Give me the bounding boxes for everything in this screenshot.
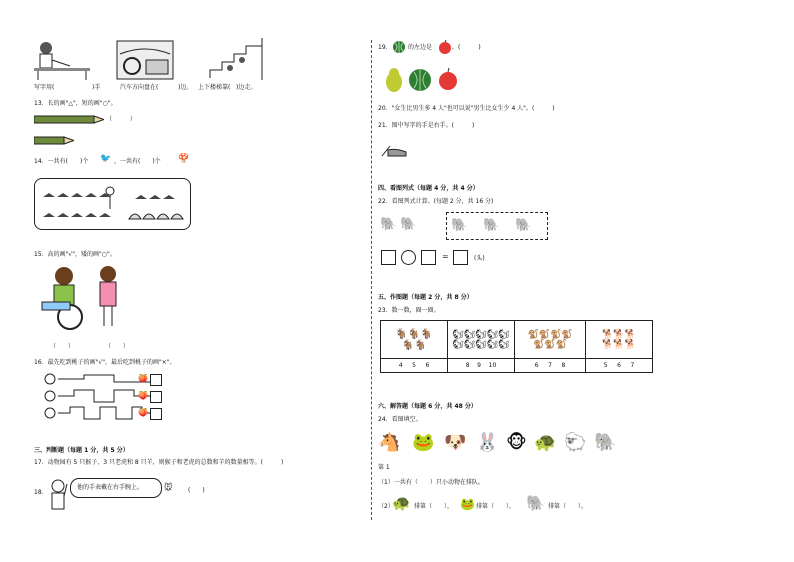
q23-text: 23．数一数，圈一圈。 (378, 307, 440, 314)
q23-num: 7 (548, 362, 552, 369)
q14-picture-frame (34, 178, 191, 230)
watermelon-icon (392, 40, 406, 54)
q23-num: 7 (630, 362, 635, 369)
rabbit-icon: 🐰 (476, 432, 499, 453)
q23-num: 9 (477, 362, 481, 369)
turtle-icon: 🐢 (534, 432, 557, 453)
q15-text: 15．高的画"√"，矮的画"○"。 (34, 251, 116, 258)
short-pencil-icon (34, 136, 74, 145)
q23-count-table (380, 320, 653, 373)
q21-text: 21．图中写字的手是右手。( ) (378, 122, 475, 129)
q24-frog-rank[interactable]: 排第（ ）， (476, 503, 516, 510)
elephant-icon: 🐘 (526, 494, 545, 512)
q19-text: 的左边是 (408, 44, 433, 51)
elephant-icon: 🐘 (515, 218, 532, 233)
squirrel-icon: 🐿🐿🐿🐿🐿 🐿🐿🐿🐿🐿 (452, 329, 510, 350)
q24-text: 24．看图填空。 (378, 416, 422, 423)
q22-box-2[interactable] (421, 250, 436, 265)
q24-line-2-prefix: （2） (378, 503, 394, 510)
fruit-row-icons (384, 64, 462, 94)
elephant-icon: 🐘 (451, 218, 468, 233)
q23-num: 8 (561, 362, 566, 369)
section-4-heading: 四、看图列式（每题 4 分，共 4 分） (378, 185, 479, 192)
q23-num: 6 (617, 362, 621, 369)
section-3-heading: 三、判断题（每题 1 分，共 5 分） (34, 447, 129, 454)
elephant-icon: 🐘 (483, 218, 500, 233)
bird-icon: 🐦 (100, 154, 112, 164)
writing-child-icon (30, 38, 92, 80)
q14-text-b: ，一共有( )个 (114, 158, 161, 165)
q19-paren[interactable]: 。( ) (452, 44, 481, 51)
q16-answer-box-1[interactable] (150, 374, 162, 386)
frog-icon: 🐸 (412, 432, 435, 453)
elephant-icon: 🐘 (594, 432, 617, 453)
q19-number: 19． (378, 44, 392, 51)
q15-paren-1[interactable]: （ ） (50, 343, 75, 350)
q17-text: 17．动物园有 5 只猴子、3 只老虎和 8 只羊，则猴子和老虎的总数和羊的数量相等。( ) (34, 459, 284, 466)
q23-num: 10 (488, 362, 497, 369)
writing-hand-icon (380, 144, 410, 158)
section-6-heading: 六、解答题（每题 6 分，共 48 分） (378, 403, 477, 410)
dog-icon: 🐶 (444, 432, 467, 453)
dog-group-cell (586, 321, 653, 359)
goat-icon: 🐐🐐🐐 🐐🐐 (395, 328, 433, 351)
q18-speech-bubble (70, 478, 162, 498)
q22-text: 22．看图列式计算。(每题 2 分，共 16 分) (378, 198, 494, 205)
q23-num: 4 (398, 362, 403, 369)
elephants-group-b (446, 212, 548, 240)
frog-icon: 🐸 (460, 497, 475, 511)
elephants-group-a (380, 214, 440, 236)
q22-unit: (头) (474, 255, 485, 262)
q16-answer-box-2[interactable] (150, 391, 162, 403)
q12-label-4: )边。 (178, 84, 193, 91)
q22-equals: = (442, 252, 449, 261)
q12-label-2: )手 (92, 84, 101, 91)
q23-num: 6 (425, 362, 430, 369)
dog-icon: 🐕🐕🐕 🐕🐕🐕 (602, 329, 636, 350)
turtle-icon: 🐢 (392, 494, 411, 512)
animal-queue (378, 430, 638, 460)
peach-icon-3: 🍑 (138, 408, 148, 417)
q16-text: 16．最先吃到桃子的画"√"，最后吃到桃子的画"×"。 (34, 359, 176, 366)
apple-icon (438, 40, 452, 54)
q23-num: 8 (465, 362, 470, 369)
q13-paren[interactable]: （ ） (106, 116, 137, 123)
goat-group-cell (381, 321, 448, 359)
mouse-icon: 🐭 (164, 483, 173, 492)
elephant-icon: 🐘 (380, 217, 397, 232)
q12-label-5: 上下楼梯靠( (198, 84, 231, 91)
peach-icon-2: 🍑 (138, 391, 148, 400)
q15-paren-2[interactable]: （ ） (105, 343, 130, 350)
horse-icon: 🐴 (378, 432, 401, 453)
q24-turtle-rank[interactable]: 排第（ ）， (414, 503, 454, 510)
elephant-icon: 🐘 (400, 217, 417, 232)
monkey-icon: 🐒🐒🐒🐒 🐒🐒🐒 (527, 329, 573, 350)
q24-elephant-rank[interactable]: 排第（ ）。 (548, 503, 588, 510)
monkey-group-cell (515, 321, 586, 359)
q23-num: 5 (412, 362, 416, 369)
q12-label-1: 写字用( (34, 84, 55, 91)
q18-bubble-text: 他的手表戴在右手腕上。 (77, 484, 144, 491)
peach-icon-1: 🍑 (138, 374, 148, 383)
stairs-icon (208, 38, 264, 80)
q16-answer-box-3[interactable] (150, 408, 162, 420)
q18-number: 18． (34, 489, 48, 496)
q18-paren[interactable]: ( ) (188, 487, 205, 494)
q20-text: 20．"女生比男生多 4 人"也可以说"男生比女生少 4 人"。( ) (378, 105, 555, 112)
q12-label-3: 汽车方向盘在( (120, 84, 159, 91)
sheep-icon: 🐑 (564, 432, 587, 453)
q23-num: 5 (603, 362, 608, 369)
long-pencil-icon (34, 115, 104, 124)
wheelchair-children-icon (34, 262, 130, 332)
mushroom-icon: 🍄 (178, 154, 190, 164)
q23-num: 6 (534, 362, 539, 369)
q13-text: 13．长的画"△"，短的画"○"。 (34, 100, 117, 107)
car-steering-wheel-icon (116, 40, 174, 80)
section-5-heading: 五、作图题（每题 2 分，共 8 分） (378, 294, 473, 301)
child-raising-hand-icon (48, 478, 68, 512)
q24-line-1: （1）一共有（ ）只小动物在排队。 (378, 479, 484, 486)
q22-result-box[interactable] (453, 250, 468, 265)
q24-first-label: 第 1 (378, 464, 390, 471)
q22-box-1[interactable] (381, 250, 396, 265)
monkey-icon: 🐵 (506, 432, 527, 453)
q22-operator-circle[interactable] (401, 250, 416, 265)
q12-label-6: )边走。 (236, 84, 257, 91)
q14-text: 14．一共有( )个 (34, 158, 89, 165)
page-divider (371, 40, 372, 520)
squirrel-group-cell (448, 321, 515, 359)
